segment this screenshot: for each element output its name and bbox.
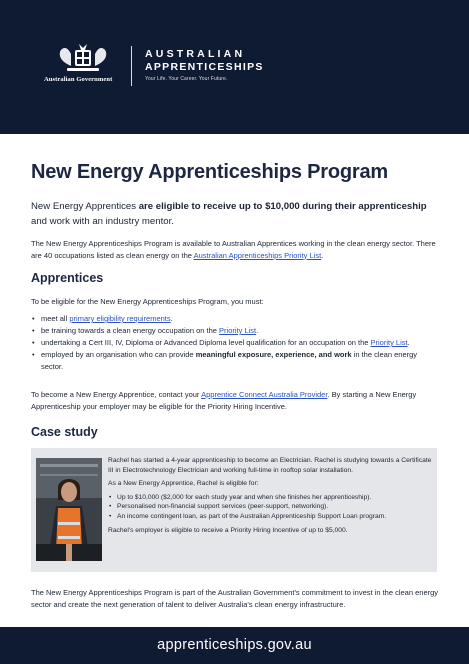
brand-tagline: Your Life. Your Career. Your Future. (145, 76, 228, 82)
list-item: • Personalised non-financial support services (peer-support, networking). (108, 502, 432, 512)
eligibility-lead: To be eligible for the New Energy Apprenticeships Program, you must: (31, 297, 264, 306)
priority-list-link[interactable]: Australian Apprenticeships Priority List (193, 250, 322, 260)
list-item-text: employed by an organisation who can provide (41, 350, 196, 359)
list-item-text: be training towards a clean energy occupation on the (41, 326, 220, 335)
list-item (31, 313, 441, 325)
list-item (31, 337, 441, 349)
eligibility-list (31, 313, 441, 373)
closing-paragraph: The New Energy Apprenticeships Program is part of the Australian Government's commitment to invest in the clean energy sector and create the next generation of talent to deliver Australia's clean energy infrastructure. (31, 588, 439, 609)
footer-website-link[interactable]: apprenticeships.gov.au (157, 637, 312, 653)
brand-logo-line1: AUSTRALIAN (145, 48, 246, 60)
eligibility-requirements-link[interactable]: primary eligibility requirements (69, 314, 171, 323)
intro-text-end: and work with an industry mentor. (31, 215, 174, 227)
case-study-intro: Rachel has started a 4-year apprenticeship to become an Electrician. Rachel is studying towards a Certificate III in Electrotechnology Electrician and working full-time in rooftop solar installation. (108, 457, 432, 474)
apprentices-heading: Apprentices (31, 271, 104, 285)
intro-paragraph (31, 200, 441, 229)
case-study-benefits (108, 493, 432, 522)
page-title: New Energy Apprenticeships Program (31, 161, 388, 183)
list-item-end: . (170, 314, 173, 323)
brand-logo-line2: APPRENTICESHIPS (145, 61, 264, 73)
apprentice-connect-link[interactable]: Apprentice Connect Australia Provider (201, 390, 328, 399)
list-item-end: . (407, 338, 410, 347)
government-name: Australian Government (44, 76, 113, 83)
list-item-highlight: meaningful exposure, experience, and work (195, 350, 352, 359)
list-item-end: . (256, 326, 259, 335)
contact-text-end: . By starting a New Energy Apprenticeship your employer may be eligible for the Priority Hiring Incentive. (31, 390, 417, 411)
brand-divider (131, 46, 132, 86)
intro-text: New Energy Apprentices (31, 201, 139, 212)
list-item: • Up to $10,000 ($2,000 for each study year and when she finishes her apprenticeship). (108, 493, 432, 503)
list-item (31, 325, 441, 337)
coat-of-arms-icon (55, 44, 111, 74)
list-item: • An income contingent loan, as part of the Australian Apprenticeship Support Loan program. (108, 512, 432, 522)
apprentice-photo (36, 458, 102, 561)
case-study-text (108, 456, 432, 539)
list-item-text: undertaking a Cert III, IV, Diploma or Advanced Diploma level qualification for an occupation on the (41, 338, 371, 347)
case-study-employer: Rachel's employer is eligible to receive a Priority Hiring Incentive of up to $5,000. (108, 526, 348, 534)
list-item (31, 349, 441, 372)
list-item-text: meet all (41, 314, 70, 323)
header-banner (0, 0, 469, 134)
contact-text: To become a New Energy Apprentice, contact your (31, 390, 202, 399)
contact-paragraph (31, 389, 441, 412)
priority-list-link[interactable]: Priority List (370, 338, 408, 347)
case-study-eligible-lead: As a New Energy Apprentice, Rachel is eligible for: (108, 480, 259, 488)
overview-paragraph (31, 238, 441, 261)
priority-list-link[interactable]: Priority List (219, 326, 257, 335)
list-item-end: in the clean energy sector. (41, 350, 418, 371)
case-study-heading: Case study (31, 425, 98, 439)
case-study-box (31, 448, 437, 572)
overview-end: . (321, 250, 324, 260)
intro-highlight: are eligible to receive up to $10,000 during their apprenticeship (138, 201, 427, 212)
footer-banner (0, 627, 469, 664)
overview-text: The New Energy Apprenticeships Program is available to Australian Apprentices working in the clean energy sector. There are 40 occupations listed as clean energy on the (31, 239, 436, 260)
